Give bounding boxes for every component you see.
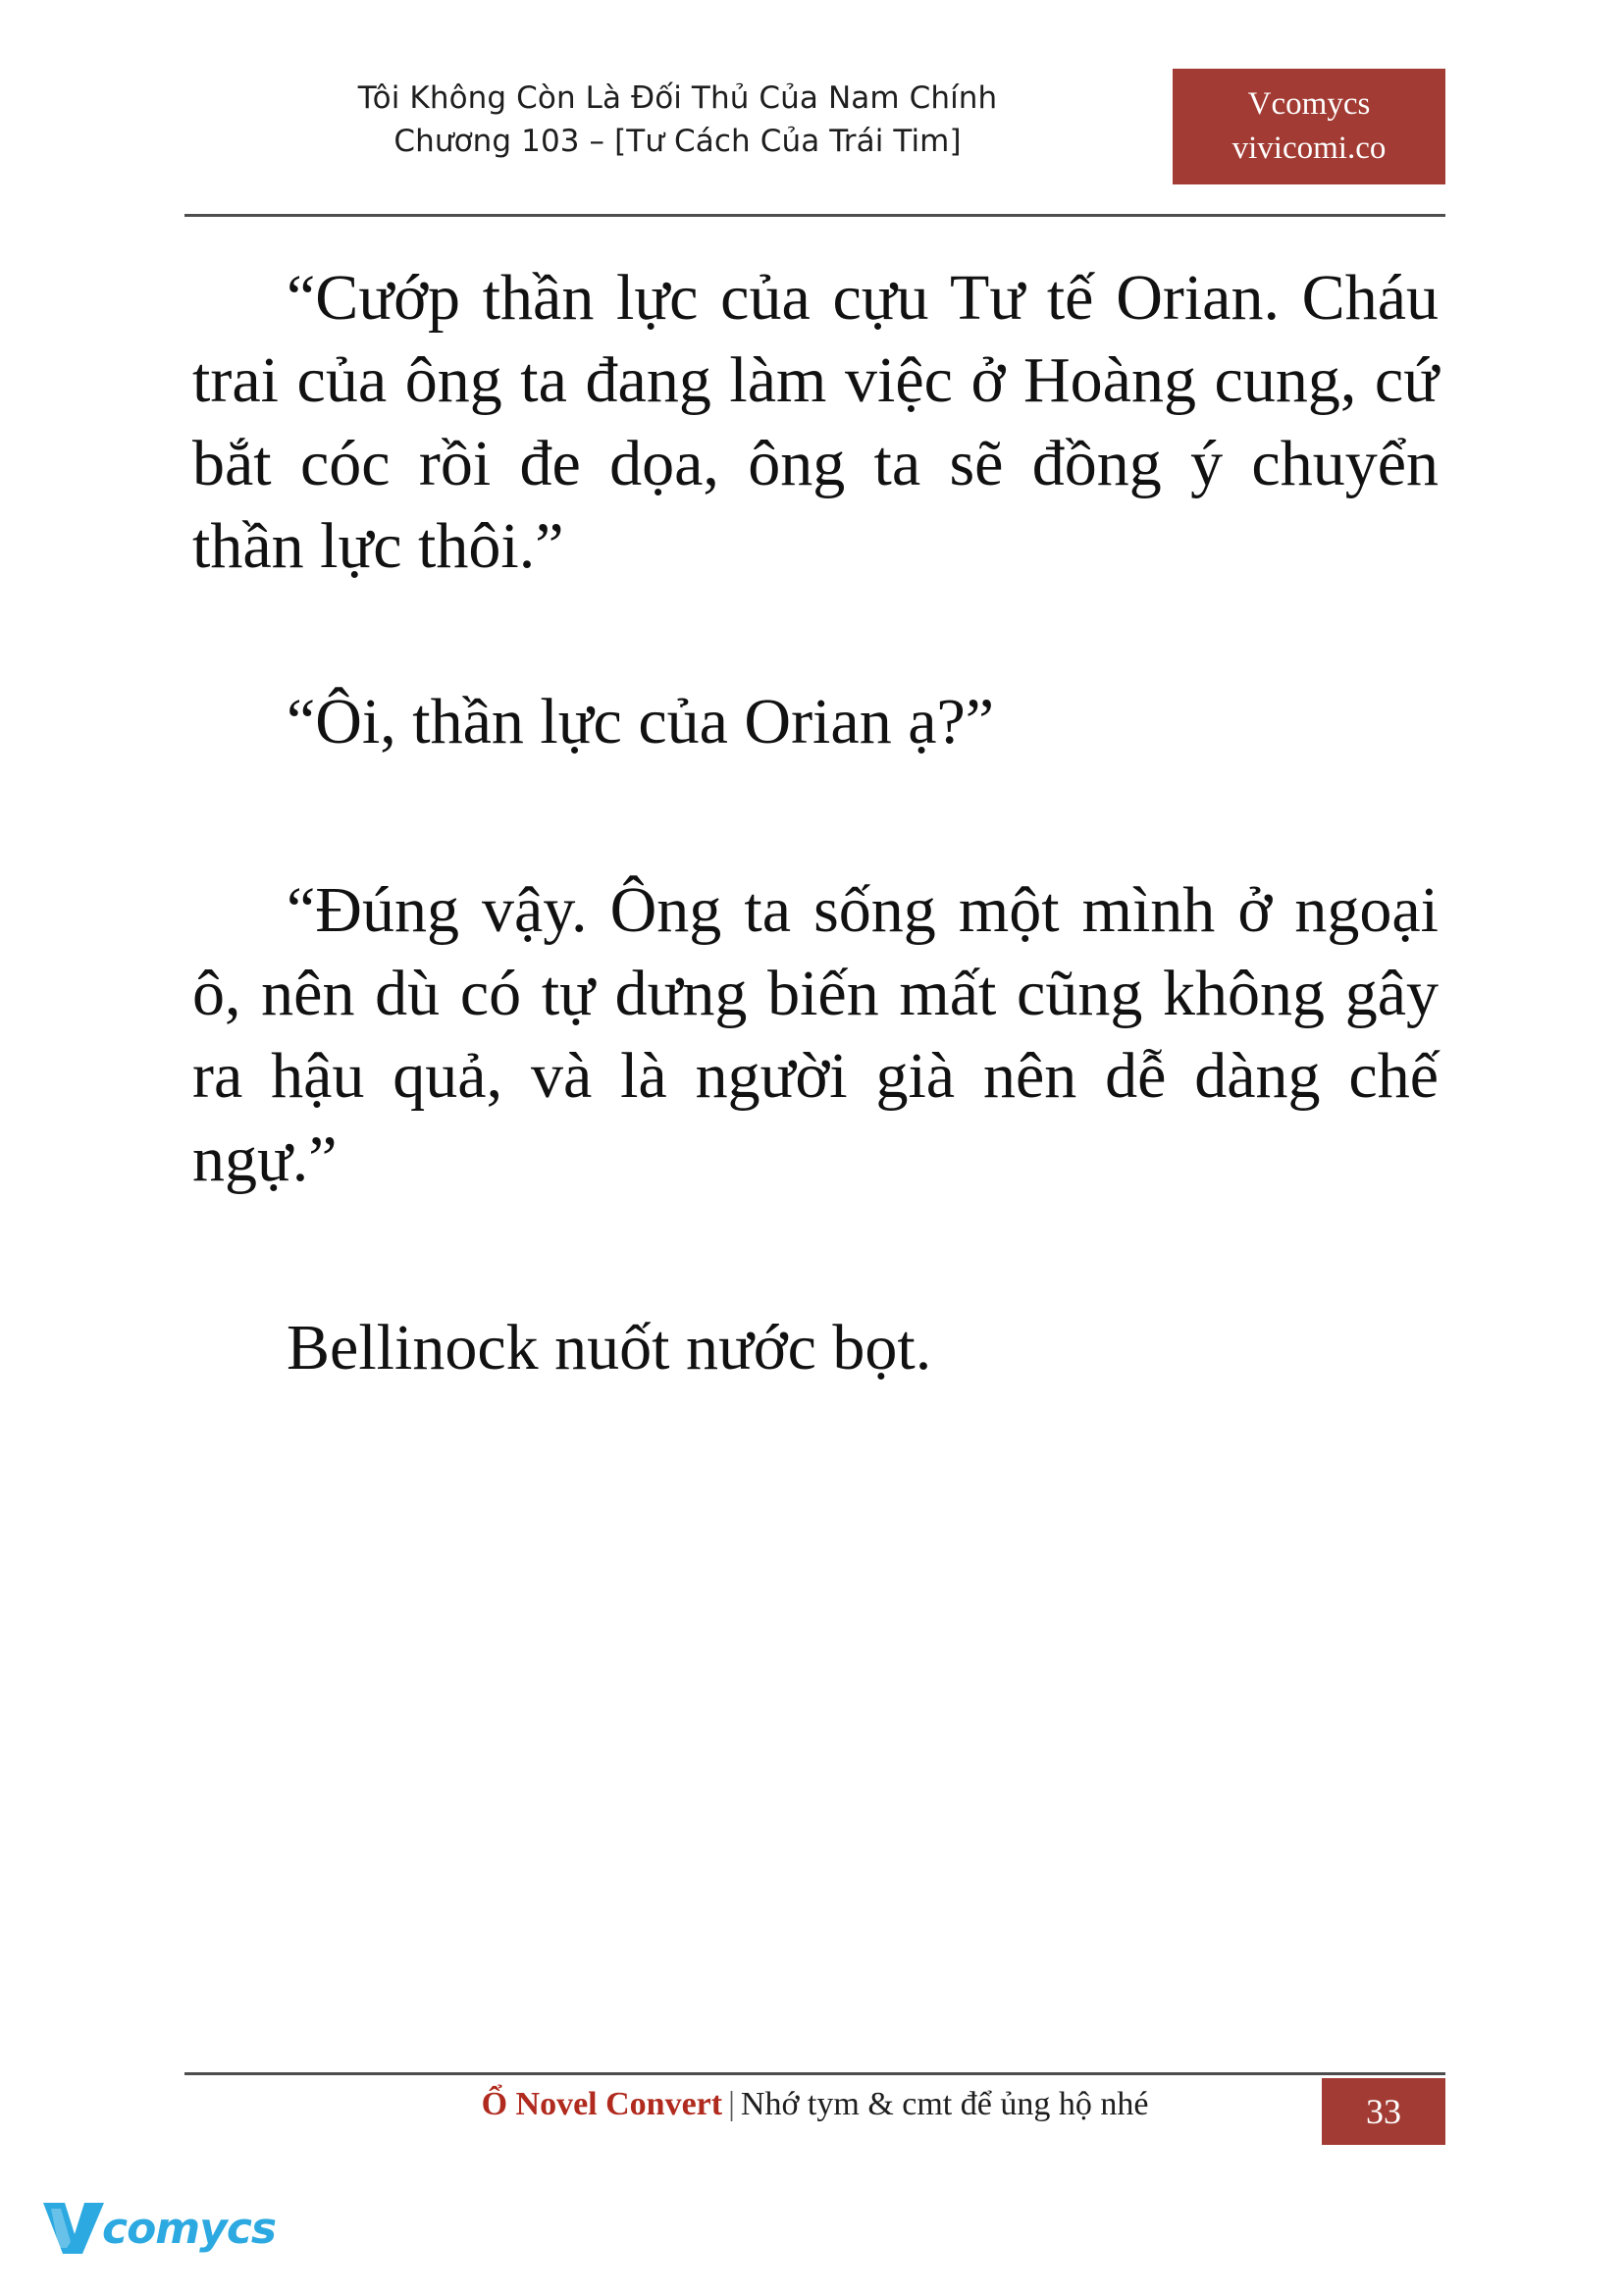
footer-note: Nhớ tym & cmt để ủng hộ nhé bbox=[740, 2086, 1149, 2122]
footer-separator: | bbox=[728, 2086, 735, 2122]
watermark-text: comycs bbox=[102, 2203, 277, 2254]
paragraph: “Cướp thần lực của cựu Tư tế Orian. Cháu trai của ông ta đang làm việc ở Hoàng cung, cứ bắt cóc rồi đe dọa, ông ta sẽ đồng ý chuyển thần lực thôi.” bbox=[192, 262, 1439, 583]
page-number-badge bbox=[1322, 2078, 1445, 2145]
header-title-block bbox=[184, 77, 1171, 163]
page-content bbox=[192, 257, 1439, 1390]
footer-divider bbox=[184, 2072, 1445, 2075]
footer-credit bbox=[184, 2086, 1445, 2123]
footer-brand: Ổ Novel Convert bbox=[481, 2086, 723, 2122]
paragraph-spacer bbox=[192, 589, 1439, 681]
site-badge-name: Vcomycs bbox=[1247, 86, 1371, 123]
v-mark-icon bbox=[41, 2199, 106, 2258]
page-header bbox=[184, 77, 1445, 209]
page-number: 33 bbox=[1366, 2092, 1401, 2131]
chapter-title: Chương 103 – [Tư Cách Của Trái Tim] bbox=[393, 124, 962, 160]
paragraph-spacer bbox=[192, 1201, 1439, 1307]
site-badge bbox=[1173, 69, 1445, 184]
paragraph-spacer bbox=[192, 763, 1439, 869]
paragraph: “Đúng vậy. Ông ta sống một mình ở ngoại ô, nên dù có tự dưng biến mất cũng không gây ra hậu quả, và là người già nên dễ dàng chế ngự.” bbox=[192, 874, 1439, 1195]
vcomycs-watermark-logo bbox=[41, 2194, 277, 2263]
novel-title: Tôi Không Còn Là Đối Thủ Của Nam Chính bbox=[357, 80, 998, 116]
paragraph: “Ôi, thần lực của Orian ạ?” bbox=[287, 685, 995, 757]
page-footer bbox=[184, 2078, 1445, 2149]
site-badge-url: vivicomi.co bbox=[1231, 130, 1387, 166]
paragraph: Bellinock nuốt nước bọt. bbox=[287, 1312, 932, 1384]
header-divider bbox=[184, 214, 1445, 217]
